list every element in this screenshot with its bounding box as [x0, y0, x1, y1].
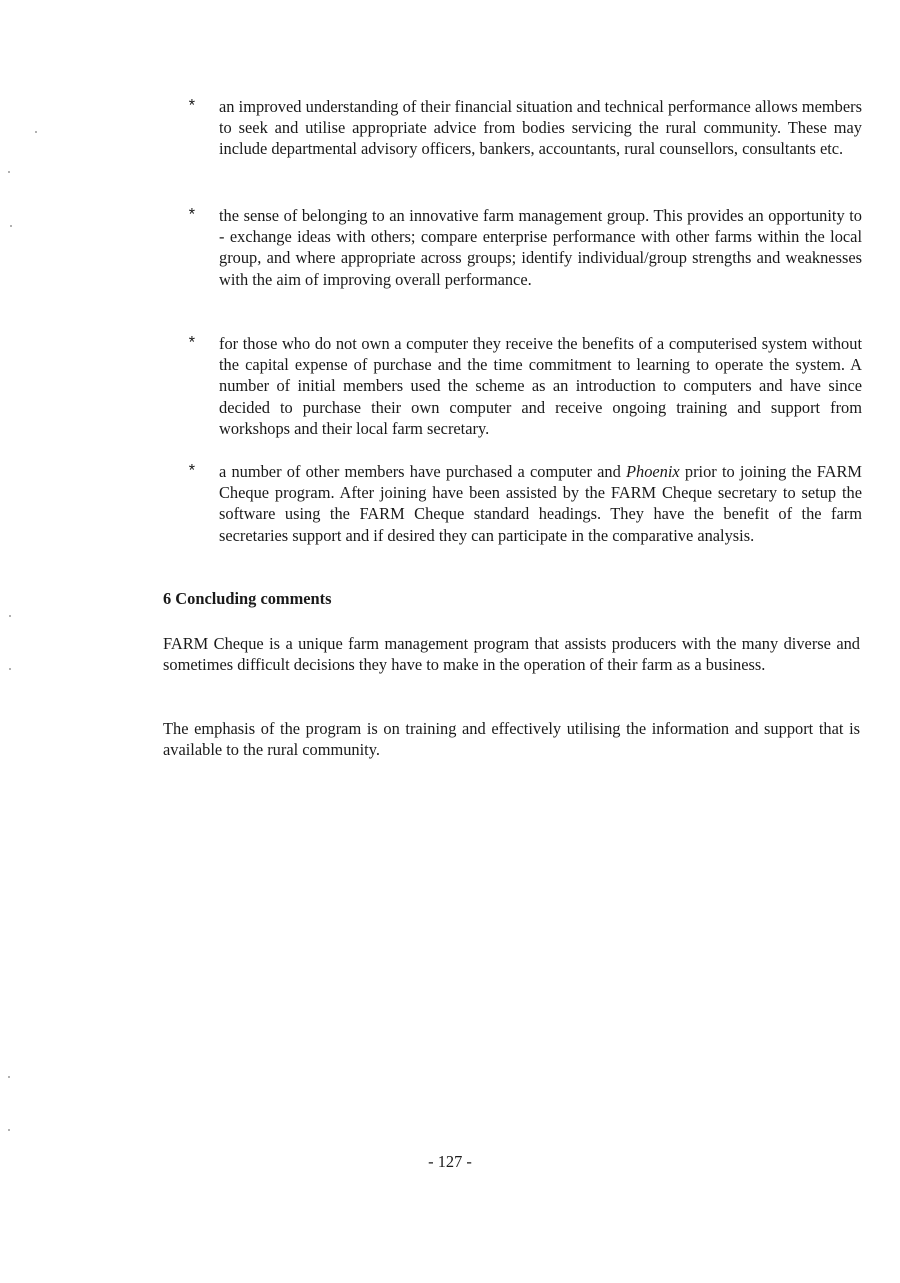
bullet-item [187, 461, 862, 546]
bullet-text-part: a number of other members have purchased a computer and [219, 462, 626, 481]
scan-speck [10, 225, 12, 227]
bullet-item [187, 96, 862, 160]
bullet-item [187, 205, 862, 290]
scan-speck [9, 615, 11, 617]
bullet-marker: * [187, 206, 197, 225]
scan-speck [8, 1076, 10, 1078]
bullet-marker: * [187, 334, 197, 353]
scan-speck [35, 131, 37, 133]
product-name: Phoenix [625, 462, 680, 481]
scan-speck [8, 171, 10, 173]
bullet-text [219, 461, 862, 546]
scan-speck [8, 1129, 10, 1131]
section-heading: 6 Concluding comments [163, 589, 332, 608]
page-number: - 127 - [428, 1152, 472, 1171]
bullet-marker: * [187, 97, 197, 116]
paragraph: FARM Cheque is a unique farm management program that assists producers with the many diverse and sometimes difficult decisions they have to make in the operation of their farm as a business. [163, 634, 860, 675]
paragraph: The emphasis of the program is on training and effectively utilising the information and support that is available to the rural community. [163, 719, 860, 760]
bullet-marker: * [187, 462, 197, 481]
bullet-item [187, 333, 862, 439]
scan-speck [9, 668, 11, 670]
bullet-text: for those who do not own a computer they receive the benefits of a computerised system without the capital expense of purchase and the time commitment to learning to operate the system. A number of initial members used the scheme as an introduction to computers and have since decided to purchase their own computer and receive ongoing training and support from workshops and their local farm secretary. [219, 334, 862, 438]
bullet-text-part: prior to joining the FARM Cheque program. After joining have been assisted by the FARM Cheque secretary to setup the software using the FARM Cheque standard headings. They have the benefit of the farm secretaries support and if desired they can participate in the comparative analysis. [219, 462, 863, 545]
bullet-text: an improved understanding of their financial situation and technical performance allows members to seek and utilise appropriate advice from bodies servicing the rural community. These may include departmental advisory officers, bankers, accountants, rural counsellors, consultants etc. [219, 97, 862, 159]
bullet-text: the sense of belonging to an innovative farm management group. This provides an opportunity to - exchange ideas with others; compare enterprise performance with other farms within the local group, and where appropriate across groups; identify individual/group strengths and weaknesses with the aim of improving overall performance. [219, 206, 862, 289]
